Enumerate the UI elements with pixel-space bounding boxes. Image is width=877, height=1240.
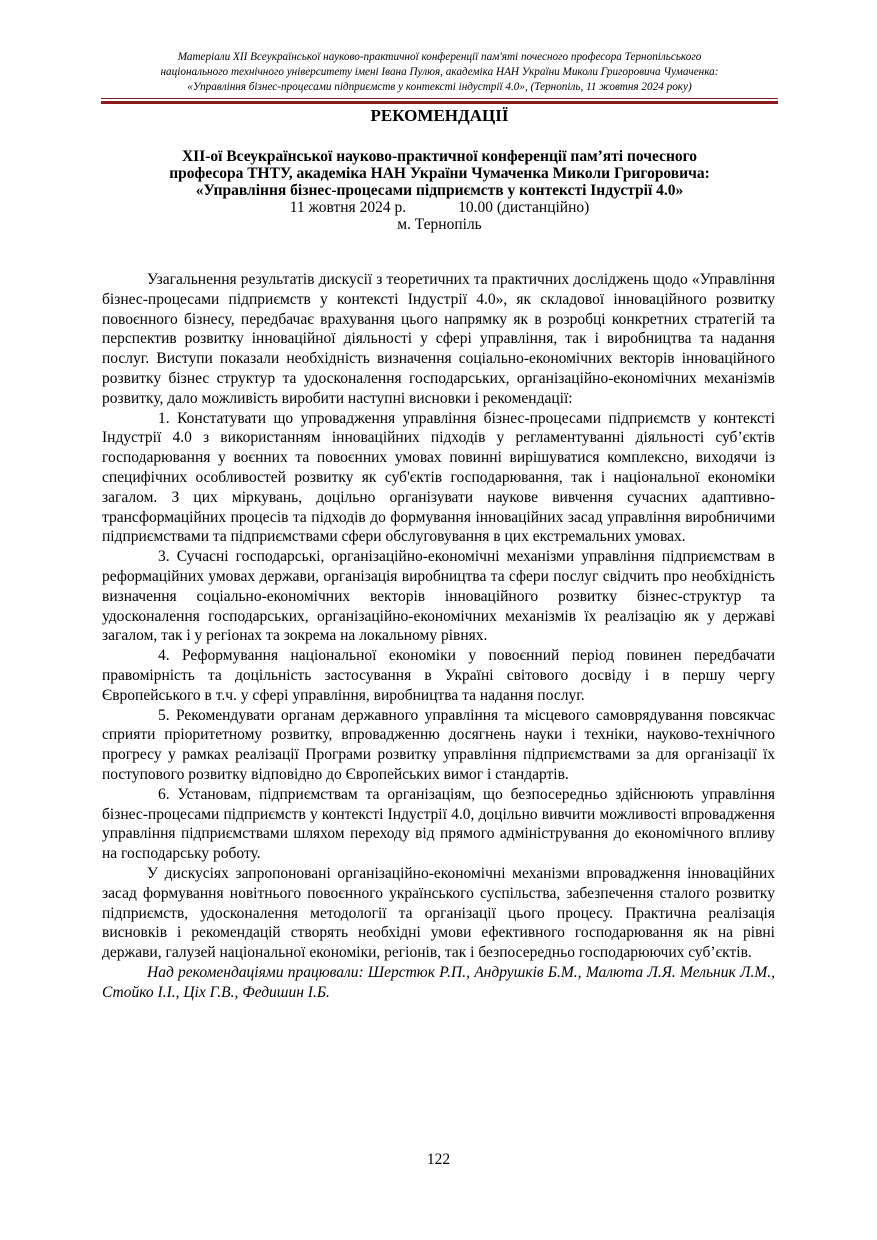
running-header-line-3: «Управління бізнес-процесами підприємств у контексті індустрії 4.0», (Тернопіль, 11 жовтня 2024 року) <box>187 81 692 93</box>
page-number: 122 <box>426 1151 451 1168</box>
conference-datetime <box>100 199 779 216</box>
conference-line-3: «Управління бізнес-процесами підприємств у контексті Індустрії 4.0» <box>195 182 684 199</box>
running-header-line-1: Матеріали XІІ Всеукраїнської науково-практичної конференції пам'яті почесного професора Тернопільського <box>177 51 702 63</box>
intro-paragraph: Узагальнення результатів дискусії з теоретичних та практичних досліджень щодо «Управління бізнес-процесами підприємств у контексті Індустрії 4.0», як складової інноваційного розвитку повоєнного бізнесу, передбачає врахування цього напрямку як в розробці конкретних стратегій та перспектив розвитку інноваційної діяльності у сфері управління, так і виробництва та надання послуг. Виступи показали необхідність визначення соціально-економічних векторів інноваційного розвитку бізнес структур та удосконалення господарських, організаційно-економічних механізмів розвитку, дало можливість виробити наступні висновки і рекомендації: <box>102 271 775 407</box>
recommendation-3: 3. Сучасні господарські, організаційно-економічні механізми управління підприємствам в реформаційних умовах держави, організація виробництва та сфери послуг свідчить про необхідність визначення соціально-економічних векторів інноваційного розвитку бізнес-структур та удосконалення господарських, організаційно-економічних механізмів їх реалізацію як у державі загалом, так і у регіонах та зокрема на локальному рівнях. <box>102 548 775 645</box>
running-header-line-2: національного технічного університету імені Івана Пулюя, академіка НАН України Миколи Григоровича Чумаченка: <box>160 66 719 78</box>
conclusion-paragraph: У дискусіях запропоновані організаційно-економічні механізми впровадження інноваційних засад формування новітнього повоєнного українського суспільства, забезпечення сталого розвитку підприємств, удосконалення методології та організації цього процесу. Практична реалізація висновків і рекомендацій створять необхідні умови ефективного господарювання як на рівні держави, галузей національної економіки, регіонів, так і безпосередньо господарюючих суб’єктів. <box>102 864 775 962</box>
conference-time: 10.00 (дистанційно) <box>458 199 590 216</box>
conference-line-2: професора ТНТУ, академіка НАН України Чумаченка Миколи Григоровича: <box>169 165 710 182</box>
recommendation-5: 5. Рекомендувати органам державного управління та місцевого самоврядування повсякчас сприяти пріоритетному розвитку, впровадженню досягнень науки і техніки, науково-технічного прогресу у рамках реалізації Програми розвитку управління підприємствами за для організації їх поступового розвитку відповідно до Європейських вимог і стандартів. <box>102 706 775 783</box>
running-header <box>100 50 779 95</box>
recommendation-4: 4. Реформування національної економіки у повоєнний період повинен передбачати правомірність та доцільність застосування в Україні світового досвіду і в першу чергу Європейського в т.ч. у сфері управління, виробництва та надання послуг. <box>102 647 775 704</box>
header-rule-thin <box>101 98 778 99</box>
recommendation-6: 6. Установам, підприємствам та організаціям, що безпосередньо здійснюють управління бізнес-процесами підприємств у контексті Індустрії 4.0, доцільно вивчити можливості впровадження управління підприємствами шляхом переходу від прямого адміністрування до економічного впливу на господарську роботу. <box>102 785 775 863</box>
conference-date: 11 жовтня 2024 р. <box>289 199 407 216</box>
document-body <box>102 270 775 1002</box>
conference-city: м. Тернопіль <box>397 216 482 233</box>
document-title: РЕКОМЕНДАЦІЇ <box>370 106 509 125</box>
conference-line-1: ХІІ-ої Всеукраїнської науково-практичної конференції пам’яті почесного <box>181 148 698 165</box>
recommendation-1: 1. Констатувати що упровадження управління бізнес-процесами підприємств у контексті Індустрії 4.0 з використанням інноваційних підходів у регламентуванні діяльності суб’єктів господарювання у воєнних та повоєнних умовах повинні вирішуватися комплексно, виходячи із специфічних особливостей розвитку як суб'єктів господарювання, так і національної економіки загалом. З цих міркувань, доцільно організувати наукове вивчення сучасних адаптивно-трансформаційних процесів та підходів до формування інноваційних засад управління виробничими підприємствами та підприємствами сфери обслуговування в цих екстремальних умовах. <box>102 409 775 546</box>
conference-block <box>100 148 779 233</box>
authors-paragraph: Над рекомендаціями працювали: Шерстюк Р.П., Андрушків Б.М., Малюта Л.Я. Мельник Л.М., Стойко І.І., Ціх Г.В., Федишин І.Б. <box>102 963 775 1001</box>
